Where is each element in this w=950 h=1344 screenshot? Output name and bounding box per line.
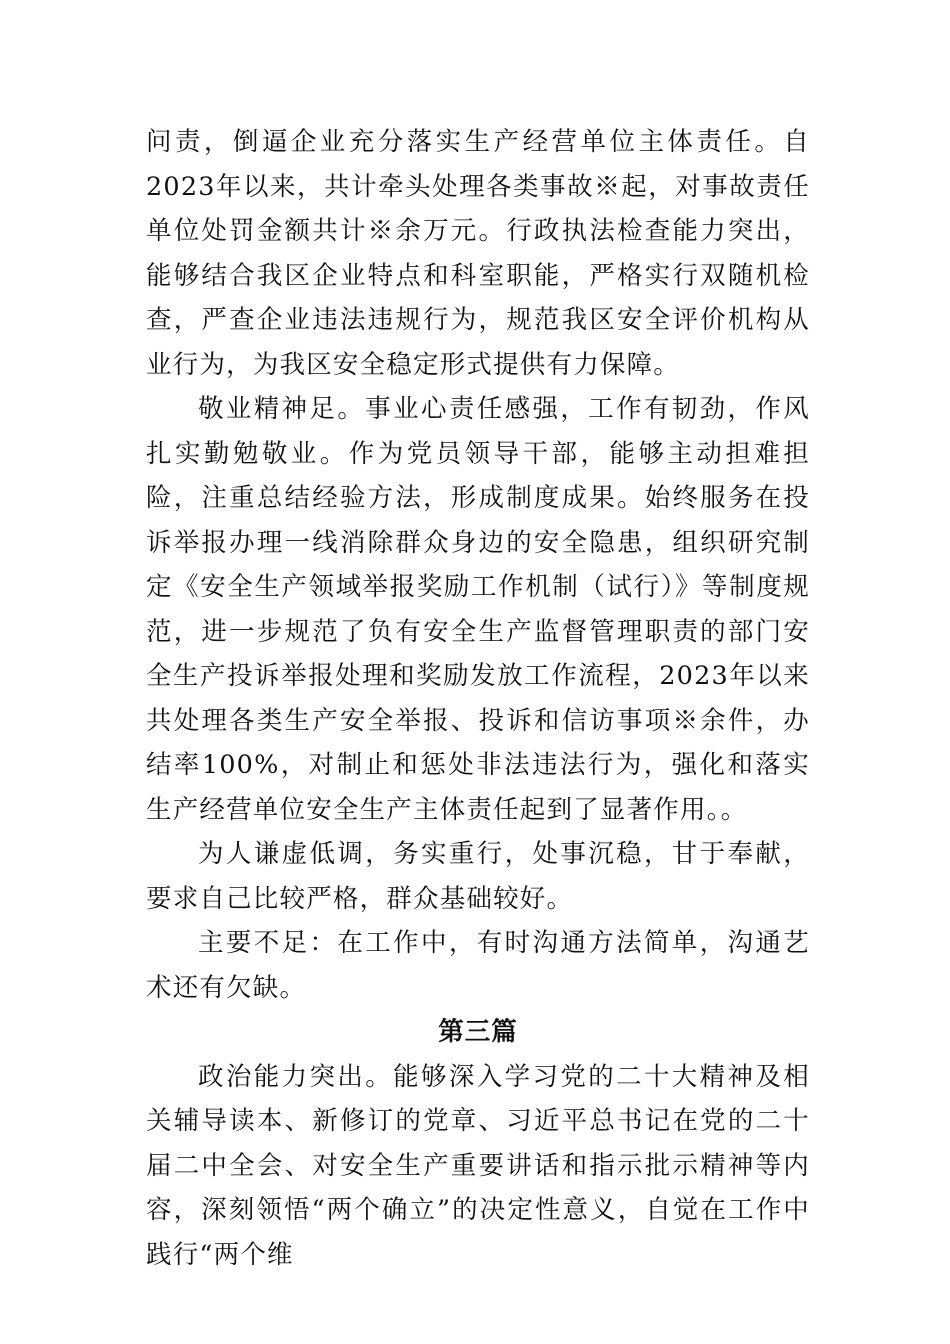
section-heading: 第三篇 [438, 1017, 518, 1047]
document-body [146, 120, 810, 1277]
paragraph-dedication: 敬业精神足。事业心责任感强，工作有韧劲，作风扎实勤勉敬业。作为党员领导干部，能够主动担难担险，注重总结经验方法，形成制度成果。始终服务在投诉举报办理一线消除群众身边的安全隐患，组织研究制定《安全生产领域举报奖励工作机制（试行）》等制度规范，进一步规范了负有安全生产监督管理职责的部门安全生产投诉举报处理和奖励发放工作流程，2023年以来共处理各类生产安全举报、投诉和信访事项※余件，办结率100%，对制止和惩处非法违法行为，强化和落实生产经营单位安全生产主体责任起到了显著作用。。 [146, 394, 810, 825]
paragraph-political-ability: 政治能力突出。能够深入学习党的二十大精神及相关辅导读本、新修订的党章、习近平总书记在党的二十届二中全会、对安全生产重要讲话和指示批示精神等内容，深刻领悟“两个确立”的决定性意义，自觉在工作中践行“两个维 [146, 1061, 810, 1270]
paragraph-character: 为人谦虚低调，务实重行，处事沉稳，甘于奉献，要求自己比较严格，群众基础较好。 [146, 839, 810, 914]
paragraph-shortcomings: 主要不足：在工作中，有时沟通方法简单，沟通艺术还有欠缺。 [146, 928, 810, 1003]
paragraph-continuation: 问责，倒逼企业充分落实生产经营单位主体责任。自2023年以来，共计牵头处理各类事故※起，对事故责任单位处罚金额共计※余万元。行政执法检查能力突出，能够结合我区企业特点和科室职能，严格实行双随机检查，严查企业违法违规行为，规范我区安全评价机构从业行为，为我区安全稳定形式提供有力保障。 [146, 127, 810, 380]
